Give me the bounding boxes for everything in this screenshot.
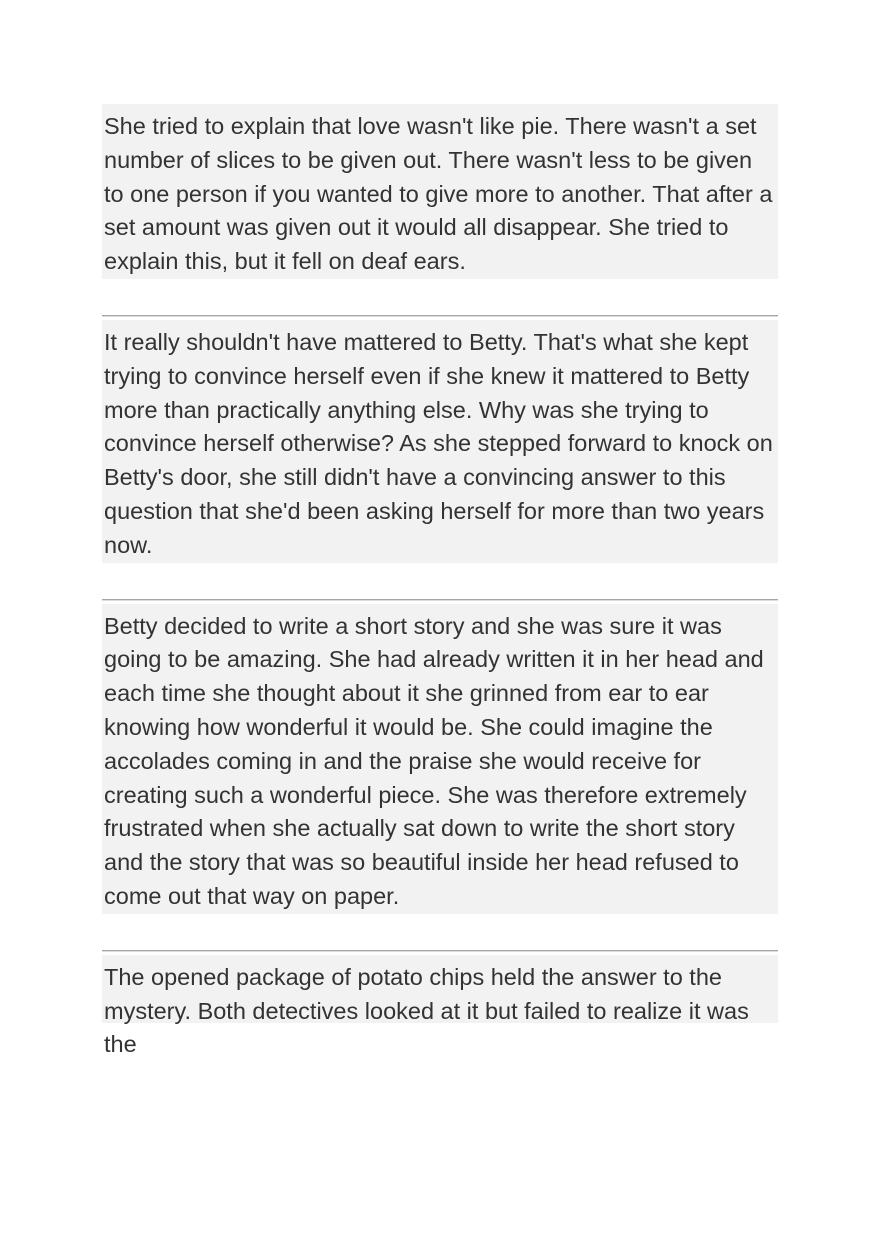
horizontal-rule	[102, 599, 778, 601]
paragraph-1: She tried to explain that love wasn't like pie. There wasn't a set number of slices to be given out. There wasn't less to be given to one person if you wanted to give more to another. That after a set amount was given out it would all disappear. She tried to explain this, but it fell on deaf ears.	[102, 104, 778, 279]
horizontal-rule	[102, 315, 778, 317]
document-page	[102, 104, 778, 1058]
horizontal-rule	[102, 950, 778, 952]
paragraph-3: Betty decided to write a short story and she was sure it was going to be amazing. She had already written it in her head and each time she thought about it she grinned from ear to ear knowing how wonderful it would be. She could imagine the accolades coming in and the praise she would receive for creating such a wonderful piece. She was therefore extremely frustrated when she actually sat down to write the short story and the story that was so beautiful inside her head refused to come out that way on paper.	[102, 604, 778, 914]
paragraph-4: The opened package of potato chips held the answer to the mystery. Both detectives looked at it but failed to realize it was the	[102, 955, 778, 1023]
paragraph-2: It really shouldn't have mattered to Betty. That's what she kept trying to convince herself even if she knew it mattered to Betty more than practically anything else. Why was she trying to convince herself otherwise? As she stepped forward to knock on Betty's door, she still didn't have a convincing answer to this question that she'd been asking herself for more than two years now.	[102, 320, 778, 563]
